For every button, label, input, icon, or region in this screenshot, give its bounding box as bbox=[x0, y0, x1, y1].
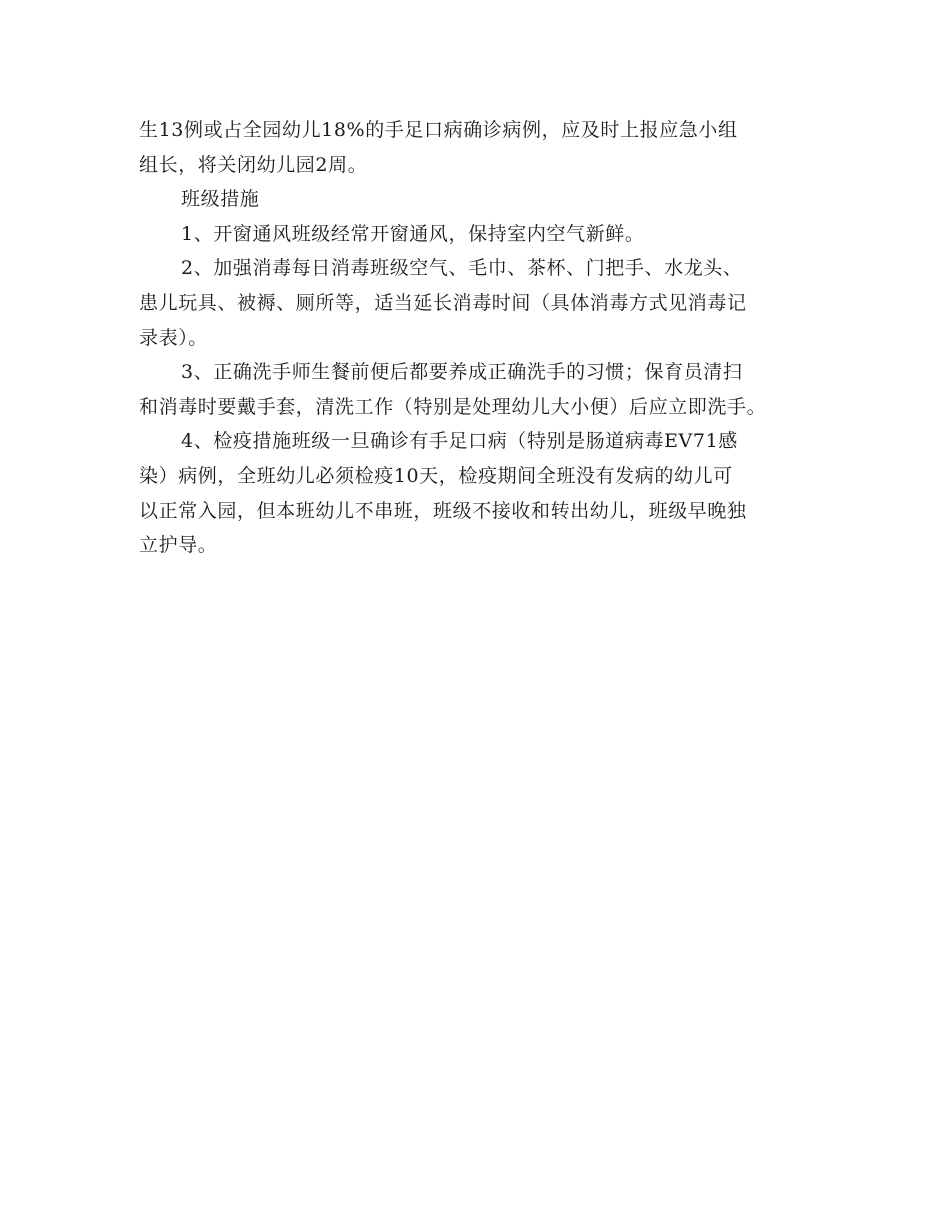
paragraph-quarantine bbox=[139, 424, 815, 562]
text-line: 染）病例，全班幼儿必须检疫10天，检疫期间全班没有发病的幼儿可 bbox=[139, 464, 733, 487]
text-line: 以正常入园，但本班幼儿不串班，班级不接收和转出幼儿，班级早晚独 bbox=[139, 499, 747, 522]
text-line: 1、开窗通风班级经常开窗通风，保持室内空气新鲜。 bbox=[181, 222, 645, 245]
text-line: 2、加强消毒每日消毒班级空气、毛巾、茶杯、门把手、水龙头、 bbox=[181, 257, 743, 280]
paragraph-ventilation bbox=[139, 217, 815, 252]
paragraph-disinfection bbox=[139, 251, 815, 355]
text-line: 和消毒时要戴手套，清洗工作（特别是处理幼儿大小便）后应立即洗手。 bbox=[139, 395, 767, 418]
text-line: 录表）。 bbox=[139, 326, 208, 349]
section-heading-class-measures bbox=[139, 182, 815, 217]
text-line: 4、检疫措施班级一旦确诊有手足口病（特别是肠道病毒EV71感 bbox=[181, 430, 738, 453]
text-line: 立护导。 bbox=[139, 534, 218, 557]
paragraph-handwashing bbox=[139, 355, 815, 424]
text-line: 生13例或占全园幼儿18%的手足口病确诊病例，应及时上报应急小组 bbox=[139, 119, 738, 141]
paragraph-closure-rule bbox=[139, 113, 815, 182]
text-line: 班级措施 bbox=[181, 188, 260, 211]
text-line: 患儿玩具、被褥、厕所等，适当延长消毒时间（具体消毒方式见消毒记 bbox=[139, 291, 747, 314]
text-line: 组长，将关闭幼儿园2周。 bbox=[139, 153, 368, 176]
text-line: 3、正确洗手师生餐前便后都要养成正确洗手的习惯；保育员清扫 bbox=[181, 361, 743, 384]
document-body bbox=[139, 113, 815, 563]
